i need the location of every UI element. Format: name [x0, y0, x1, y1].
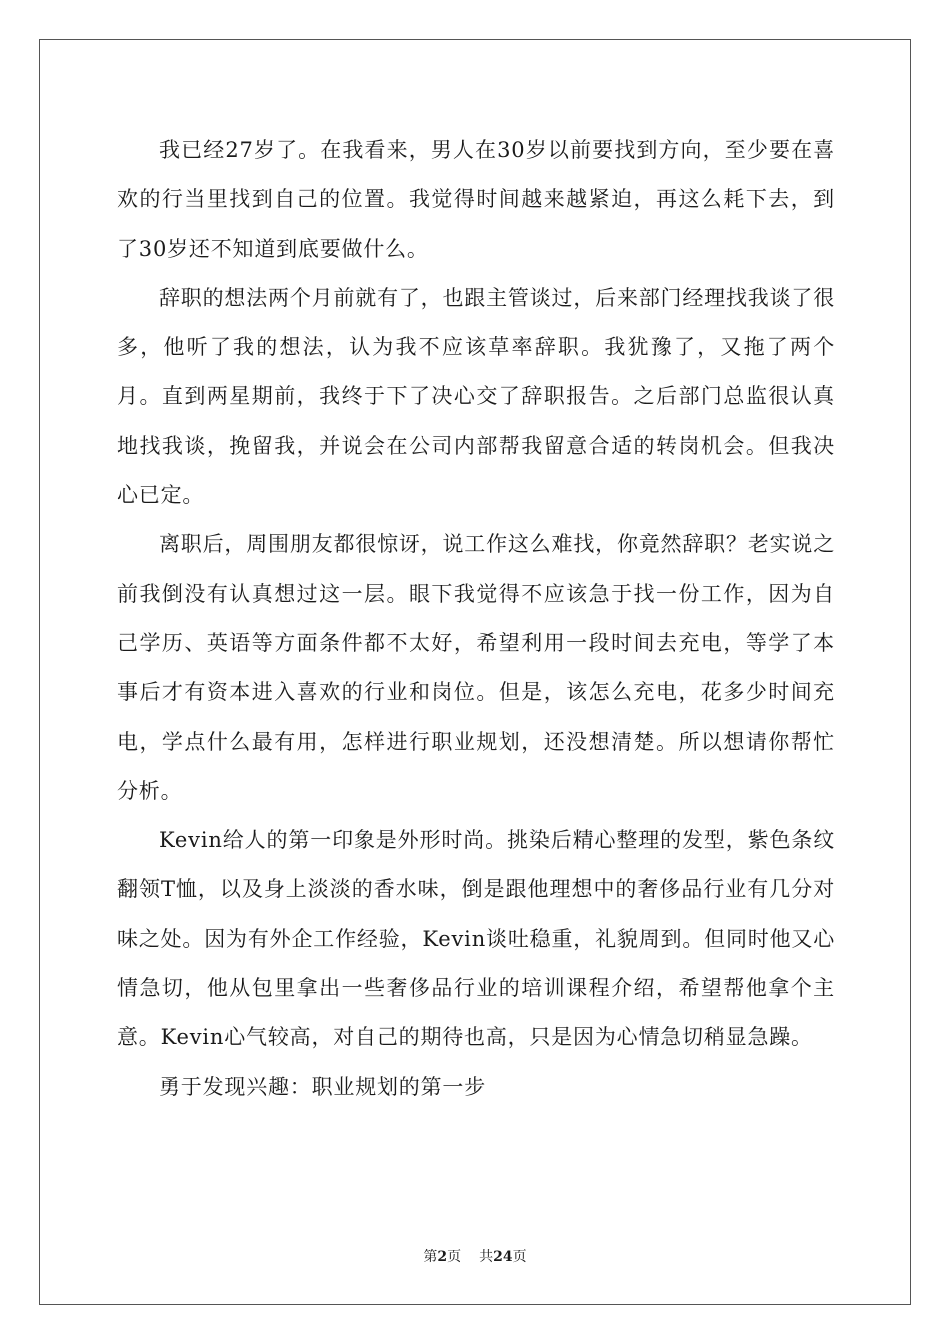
page-prefix: 第 — [423, 1249, 438, 1265]
total-unit: 页 — [512, 1249, 527, 1265]
section-heading: 勇于发现兴趣：职业规划的第一步 — [159, 1074, 486, 1099]
total-page-count: 24 — [493, 1249, 513, 1265]
page-footer — [0, 1246, 950, 1266]
paragraph-4: Kevin给人的第一印象是外形时尚。挑染后精心整理的发型，紫色条纹翻领T恤，以及身上淡淡的香水味，倒是跟他理想中的奢侈品行业有几分对味之处。因为有外企工作经验，Kevin谈吐稳重，礼貌周到。但同时他又心情急切，他从包里拿出一些奢侈品行业的培训课程介绍，希望帮他拿个主意。Kevin心气较高，对自己的期待也高，只是因为心情急切稍显急躁。 — [117, 828, 835, 1050]
total-prefix: 共 — [479, 1249, 494, 1265]
paragraph-2: 辞职的想法两个月前就有了，也跟主管谈过，后来部门经理找我谈了很多，他听了我的想法，认为我不应该草率辞职。我犹豫了，又拖了两个月。直到两星期前，我终于下了决心交了辞职报告。之后部门总监很认真地找我谈，挽留我，并说会在公司内部帮我留意合适的转岗机会。但我决心已定。 — [117, 285, 835, 508]
page-unit: 页 — [447, 1249, 462, 1265]
paragraph-3: 离职后，周围朋友都很惊讶，说工作这么难找，你竟然辞职？老实说之前我倒没有认真想过这一层。眼下我觉得不应该急于找一份工作，因为自己学历、英语等方面条件都不太好，希望利用一段时间去充电，等学了本事后才有资本进入喜欢的行业和岗位。但是，该怎么充电，花多少时间充电，学点什么最有用，怎样进行职业规划，还没想清楚。所以想请你帮忙分析。 — [117, 532, 835, 803]
current-page-number: 2 — [437, 1249, 448, 1265]
document-body — [117, 126, 835, 1112]
paragraph-1: 我已经27岁了。在我看来，男人在30岁以前要找到方向，至少要在喜欢的行当里找到自己的位置。我觉得时间越来越紧迫，再这么耗下去，到了30岁还不知道到底要做什么。 — [117, 138, 835, 261]
